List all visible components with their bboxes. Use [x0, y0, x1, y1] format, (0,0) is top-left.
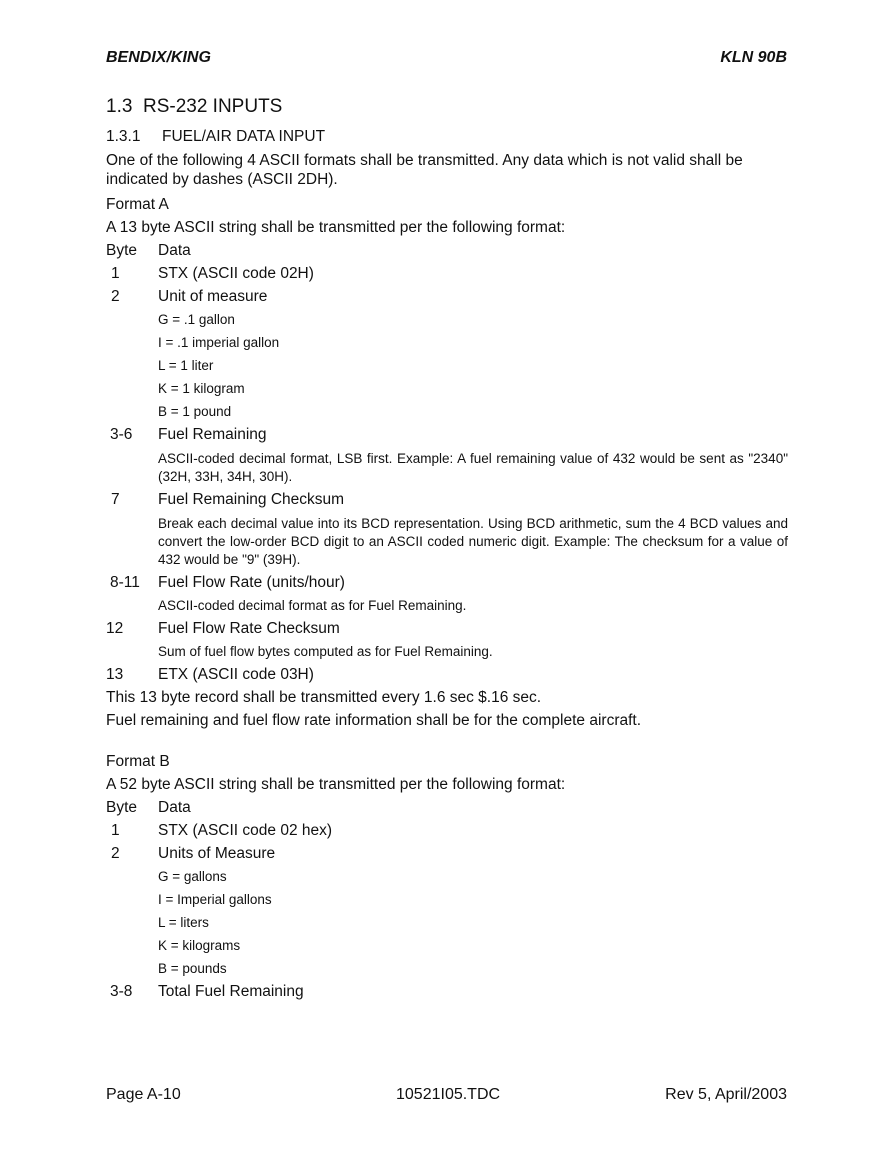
row-byte: 1 — [111, 822, 120, 839]
flow-description: ASCII-coded decimal format as for Fuel Remaining. — [158, 598, 467, 613]
fuel-remaining-description: ASCII-coded decimal format, LSB first. Example: A fuel remaining value of 432 would be sent as "2340" (32H, 33H, 34H, 30H). — [158, 451, 788, 484]
subsection-number: 1.3.1 — [106, 128, 141, 145]
format-b-lead: A 52 byte ASCII string shall be transmitted per the following format: — [106, 776, 566, 793]
format-a-title: Format A — [106, 196, 169, 213]
table-row — [106, 842, 788, 865]
format-a-lead: A 13 byte ASCII string shall be transmitted per the following format: — [106, 219, 566, 236]
unit-option: K = kilograms — [158, 938, 241, 953]
header-left: BENDIX/KING — [106, 49, 211, 66]
table-row — [106, 571, 788, 594]
intro-paragraph: One of the following 4 ASCII formats shall be transmitted. Any data which is not valid shall be indicated by dashes (ASCII 2DH). — [106, 152, 743, 188]
unit-option: L = liters — [158, 915, 209, 930]
table-row — [106, 980, 788, 1003]
unit-option: K = 1 kilogram — [158, 381, 245, 396]
row-data: Units of Measure — [158, 845, 276, 862]
row-data: STX (ASCII code 02H) — [158, 265, 314, 282]
section-title: RS-232 INPUTS — [142, 96, 283, 117]
table-row — [106, 617, 788, 640]
row-byte: 13 — [106, 666, 124, 683]
row-byte: 1 — [111, 265, 120, 282]
unit-option: B = 1 pound — [158, 404, 232, 419]
header-right: KLN 90B — [720, 49, 787, 66]
unit-option: I = .1 imperial gallon — [158, 335, 280, 350]
section-number: 1.3 — [106, 96, 133, 117]
row-byte: 3-8 — [110, 983, 133, 1000]
col-byte-header: Byte — [106, 799, 138, 816]
footer-revision: Rev 5, April/2003 — [665, 1086, 787, 1103]
table-row — [106, 819, 788, 842]
footer-page: Page A-10 — [106, 1086, 181, 1103]
format-b-table-header — [106, 796, 788, 819]
row-data: Fuel Remaining — [158, 426, 267, 443]
format-a-timing: This 13 byte record shall be transmitted every 1.6 sec $.16 sec. — [106, 689, 542, 706]
subsection-title: FUEL/AIR DATA INPUT — [162, 128, 326, 145]
row-byte: 12 — [106, 620, 124, 637]
unit-option: G = .1 gallon — [158, 312, 235, 327]
table-row — [106, 285, 788, 308]
table-row — [106, 262, 788, 285]
section-gap — [106, 732, 788, 750]
unit-option: G = gallons — [158, 869, 227, 884]
flow-checksum-description: Sum of fuel flow bytes computed as for Fuel Remaining. — [158, 644, 493, 659]
table-row — [106, 423, 788, 446]
row-data: STX (ASCII code 02 hex) — [158, 822, 333, 839]
col-byte-header: Byte — [106, 242, 138, 259]
format-a-note: Fuel remaining and fuel flow rate information shall be for the complete aircraft. — [106, 712, 642, 729]
unit-option: L = 1 liter — [158, 358, 214, 373]
unit-option: I = Imperial gallons — [158, 892, 272, 907]
unit-option: B = pounds — [158, 961, 227, 976]
col-data-header: Data — [158, 242, 191, 259]
checksum-description: Break each decimal value into its BCD representation. Using BCD arithmetic, sum the 4 BCD values and convert the low-order BCD digit to an ASCII coded numeric digit. Example: The checksum for a value of 432 would be "9" (39H). — [158, 516, 788, 567]
row-byte: 7 — [111, 491, 120, 508]
row-byte: 3-6 — [110, 426, 133, 443]
row-data: Total Fuel Remaining — [158, 983, 304, 1000]
row-data: Fuel Remaining Checksum — [158, 491, 345, 508]
row-byte: 2 — [111, 845, 120, 862]
row-byte: 8-11 — [110, 574, 140, 591]
table-row — [106, 663, 788, 686]
table-row — [106, 488, 788, 511]
row-data: Unit of measure — [158, 288, 268, 305]
section-heading — [106, 96, 788, 118]
row-data: Fuel Flow Rate (units/hour) — [158, 574, 345, 591]
row-byte: 2 — [111, 288, 120, 305]
document-body — [106, 96, 788, 1003]
row-data: Fuel Flow Rate Checksum — [158, 620, 340, 637]
row-data: ETX (ASCII code 03H) — [158, 666, 314, 683]
format-a-table-header — [106, 239, 788, 262]
footer-doc-id: 10521I05.TDC — [396, 1086, 501, 1103]
col-data-header: Data — [158, 799, 191, 816]
format-b-title: Format B — [106, 753, 170, 770]
subsection-heading — [106, 127, 788, 147]
